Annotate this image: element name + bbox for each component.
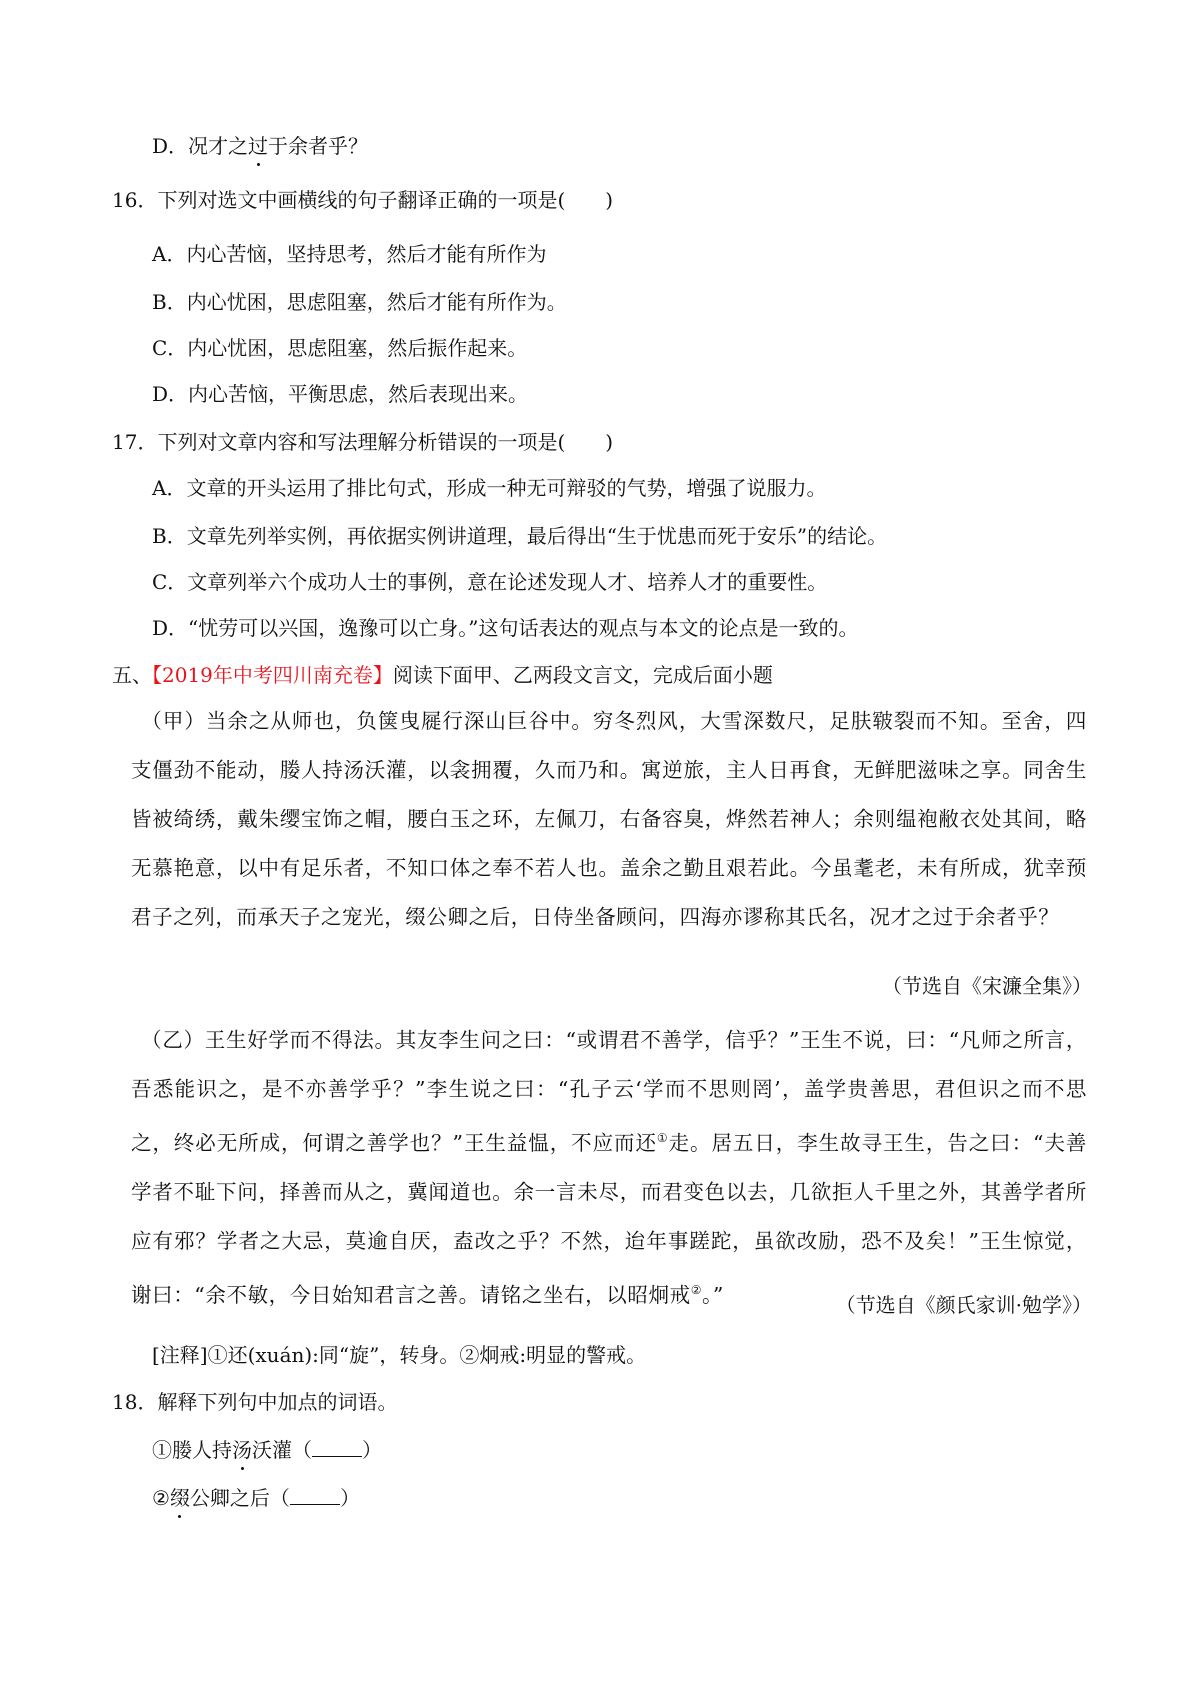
section-heading: 五、【2019年中考四川南充卷】阅读下面甲、乙两段文言文，完成后面小题 [112,663,773,687]
q17-stem: 17．下列对文章内容和写法理解分析错误的一项是( ) [112,430,614,454]
passage-yi: （乙）王生好学而不得法。其友李生问之曰：“或谓君不善学，信乎？”王生不说，曰：“凡师之所言，吾悉能识之，是不亦善学乎？”李生说之曰：“孔子云‘学而不思则罔’，盖学贵善思，君但识之而不思之，终必无所成，何谓之善学也？”王生益愠，不应而还①走。居五日，李生故寻王生，告之曰：“夫善学者不耻下问，择善而从之，冀闻道也。余一言未尽，而君变色以去，几欲拒人千里之外，其善学者所应有邪？学者之大忌，莫逾自厌，盍改之乎？不然，迨年事蹉跎，虽欲改励，恐不及矣！”王生惊觉，谢曰：“余不敏，今日始知君言之善。请铭之坐右，以昭炯戒②。” [131,1028,1088,1307]
passage-yi-source: （节选自《颜氏家训·勉学》） [835,1293,1092,1317]
passage-jia-source: （节选自《宋濂全集》） [882,974,1092,998]
source-tag: 【2019年中考四川南充卷】 [152,663,393,687]
answer-blank[interactable] [312,1436,362,1457]
q16-option-c: C．内心忧困，思虑阻塞，然后振作起来。 [152,336,528,360]
q16-stem: 16．下列对选文中画横线的句子翻译正确的一项是( ) [112,188,614,212]
q16-option-b: B．内心忧困，思虑阻塞，然后才能有所作为。 [152,290,567,314]
emphasis-dot-char: 缀 [169,1486,190,1510]
q17-option-d: D．“忧劳可以兴国，逸豫可以亡身。”这句话表达的观点与本文的论点是一致的。 [152,616,859,640]
q15-option-d: D．况才之过于余者乎？ [152,134,369,158]
footnote-ref: ① [656,1131,669,1145]
q17-option-c: C．文章列举六个成功人士的事例，意在论述发现人才、培养人才的重要性。 [152,570,828,594]
q18-stem: 18．解释下列句中加点的词语。 [112,1390,398,1414]
annotation: [注释]①还(xuán):同“旋”，转身。②炯戒:明显的警戒。 [152,1343,647,1367]
answer-blank[interactable] [290,1484,340,1505]
q17-option-a: A．文章的开头运用了排比句式，形成一种无可辩驳的气势，增强了说服力。 [152,476,827,500]
q16-option-d: D．内心苦恼，平衡思虑，然后表现出来。 [152,382,529,406]
q16-option-a: A．内心苦恼，坚持思考，然后才能有所作为 [152,242,547,266]
q18-item-2: ②缀公卿之后（ ） [152,1486,360,1510]
passage-jia: （甲）当余之从师也，负箧曳屣行深山巨谷中。穷冬烈风，大雪深数尺，足肤皲裂而不知。至舍，四支僵劲不能动，媵人持汤沃灌，以衾拥覆，久而乃和。寓逆旅，主人日再食，无鲜肥滋味之享。同舍生皆被绮绣，戴朱缨宝饰之帽，腰白玉之环，左佩刀，右备容臭，烨然若神人；余则缊袍敝衣处其间，略无慕艳意，以中有足乐者，不知口体之奉不若人也。盖余之勤且艰若此。今虽耄老，未有所成，犹幸预君子之列，而承天子之宠光，缀公卿之后，日侍坐备顾问，四海亦谬称其氏名，况才之过于余者乎？ [131,709,1087,929]
q17-option-b: B．文章先列举实例，再依据实例讲道理，最后得出“生于忧患而死于安乐”的结论。 [152,524,888,548]
emphasis-dot-char: 过 [248,134,269,158]
footnote-ref: ② [690,1282,703,1297]
emphasis-dot-char: 汤 [232,1438,252,1462]
q18-item-1: ①媵人持汤沃灌（ ） [152,1438,382,1462]
